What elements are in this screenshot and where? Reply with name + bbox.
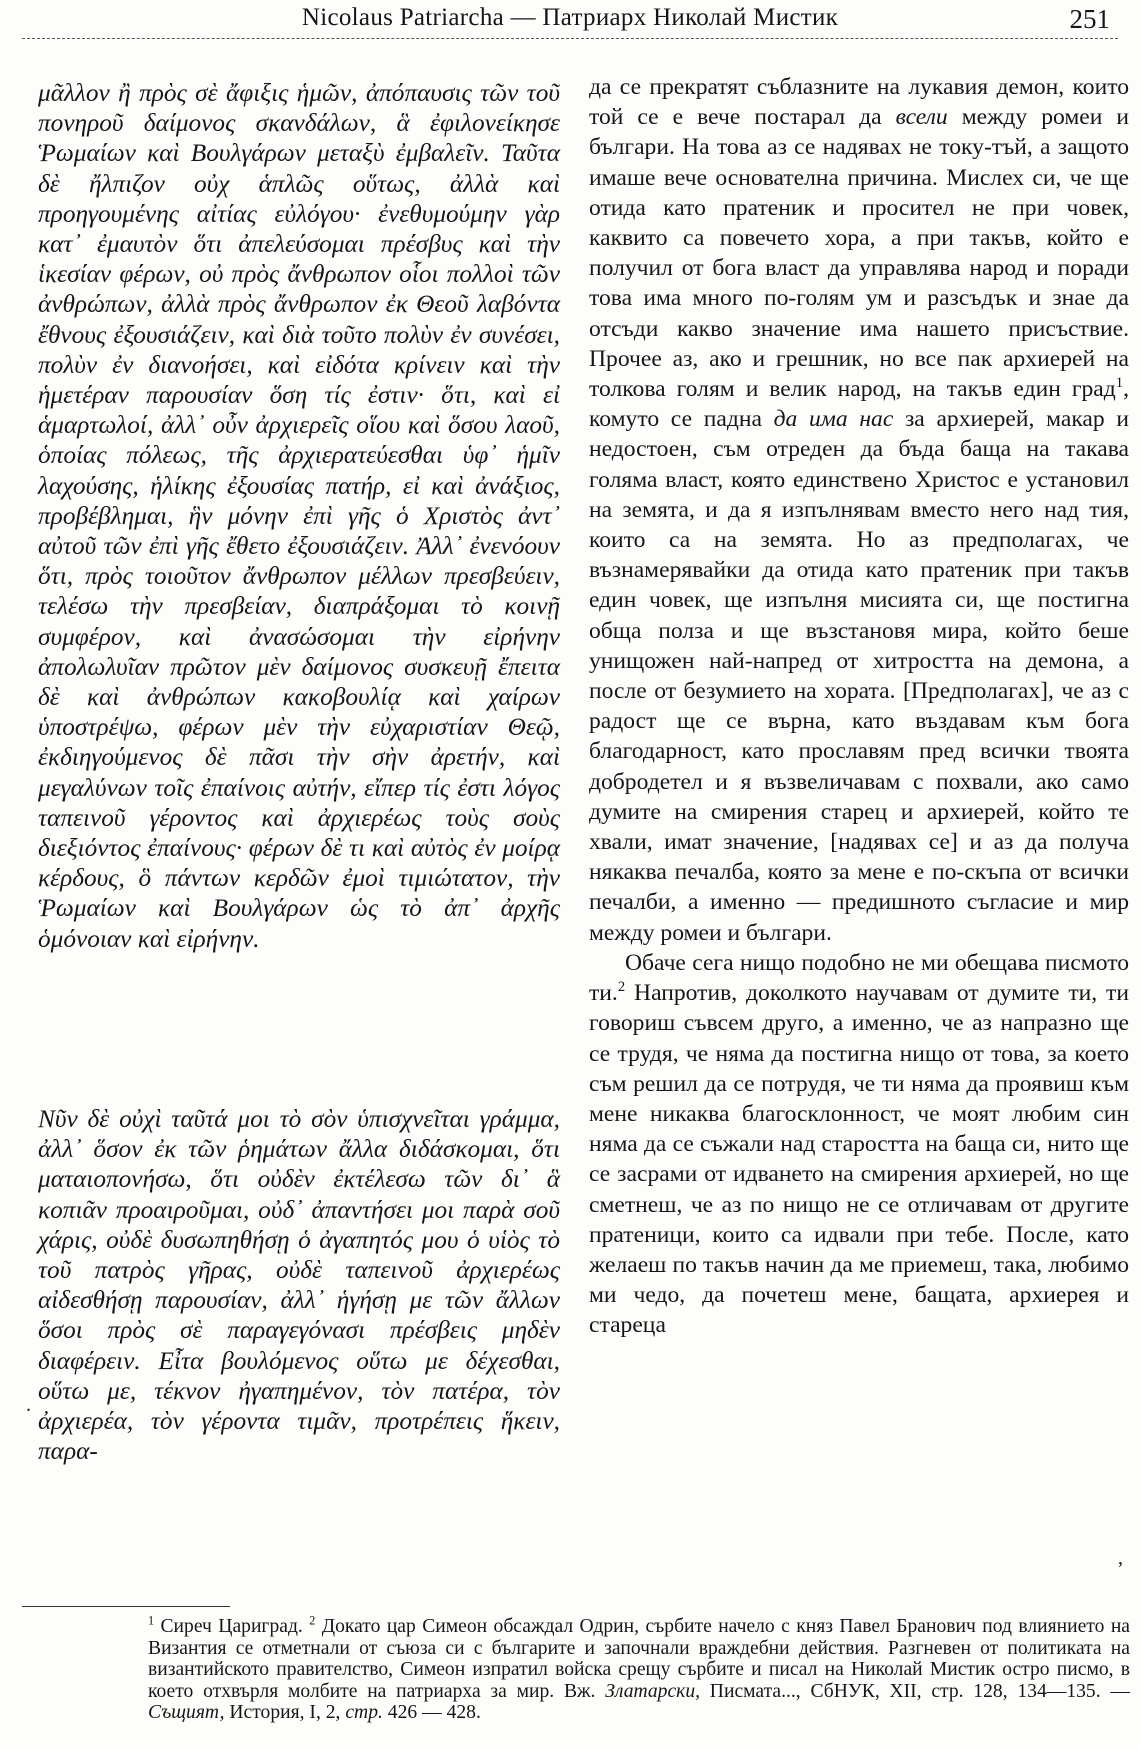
page-header <box>22 4 1118 39</box>
footnote-divider <box>22 1606 230 1607</box>
running-title: Nicolaus Patriarcha — Патриарх Николай Мистик <box>301 4 839 31</box>
footnote-author-same: Същият, <box>148 1702 225 1724</box>
footnotes <box>22 1613 1131 1724</box>
greek-text-column-part2 <box>38 1104 560 1466</box>
footnote-2-text: Докато цар Симеон обсаждал Одрин, сърбите начело с княз Павел Бранович под влиянието на Византия се отметнали от съюза си с българите и започнали враждебни действия. Разгневен от политиката на византийското правителство, Симеон изпратил войска срещу сърбите и писал на Николай Мистик остро писмо, в което отхвърля молбите на патриарха за мир. Вж. <box>148 1616 1131 1702</box>
continuation-comma: , <box>1118 1547 1123 1569</box>
footnote-1-number: 1 <box>148 1613 155 1628</box>
emphasis-word: всели <box>895 104 948 131</box>
bulgarian-paragraph-1: да се прекратят съблазните на лукавия демон, които той се е вече постарал да всели между ромеи и българи. На това аз се надявах не току-тъй, а защото имаше вече основателна причина. Мислех си, че ще отида като пратеник и просител не при човек, каквито са повечето хора, а при такъв, който е получил от бога власт да управлява народ и поради това има много по-голям ум и разсъдък и знае да отсъди какво значение има нашето присъствие. Прочее аз, ако и грешник, но все пак архиерей на толкова голям и велик народ, на такъв един град$^1$, комуто се падна да има нас за архиерей, макар и недостоен, съм отреден да бъда баща на такава голяма власт, която единствено Христос е установил на земята, и да я изпълнявам вместо него над тия, които са на земята. Но аз предполагах, че възнамерявайки да отида като пратеник при такъв един човек, ще изпълня мисията си, ще постигна обща полза и ще възстановя мира, който беше унищожен най-напред от хитростта на демона, а после от безумието на хората. [Предполагах], че аз с радост ще се върна, като въздавам към бога благодарност, като прославям пред всички твоята добродетел и я възвеличавам с похвали, ако само думите на смирения старец и архиерей, който те хвали, имат значение, [надявах се] и аз да получа някаква печалба, която за мене е по-скъпа от всички печалби, а именно — предишното съгласие и мир между ромеи и българи. <box>589 74 1130 946</box>
bulgarian-paragraph-2: Обаче сега нищо подобно не ми обещава писмото ти.$^2$ Напротив, доколкото научавам от думите ти, ти говориш съвсем друго, а именно, че аз напразно ще се трудя, че няма да постигна нищо от това, за което съм решил да се потрудя, че ти няма да проявиш към мене никаква благосклонност, че моят любим син няма да се съжали над старостта на баща си, нито ще се засрами от идването на смирения архиерей, но ще сметнеш, че аз по нищо не се отличавам от другите пратеници, които са идвали при тебе. После, като желаеш по такъв начин да ме приемеш, така, любимо ми чедо, да почетеш мене, бащата, архиерея и стареца <box>589 949 1129 1339</box>
greek-paragraph-2: Νῦν δὲ οὐχὶ ταῦτά μοι τὸ σὸν ὑπισχνεῖται γράμμα, ἀλλ᾽ ὅσον ἐκ τῶν ῥημάτων ἄλλα διδάσκομαι, ὅτι ματαιοπονήσω, ὅτι οὐδὲν ἐκτέλεσω τῶν δι᾽ ἃ κοπιᾶν προαιροῦμαι, οὐδ᾽ ἀπαντήσει μοι παρὰ σοῦ χάρις, οὐδὲ δυσωπηθήσῃ ὁ ἀγαπητός μου ὁ υἱὸς τὸ τοῦ πατρὸς γῆρας, οὐδὲ ταπεινοῦ ἀρχιερέως αἰδεσθήσῃ παρουσίαν, ἀλλ᾽ ἡγήσῃ με τῶν ἄλλων ὅσοι πρὸς σὲ παραγεγόνασι πρέσβεις μηδὲν διαφέρειν. Εἶτα βουλόμενος οὕτω με δέχεσθαι, οὕτω με, τέκνον ἠγαπημένον, τὸν πατέρα, τὸν ἀρχιερέα, τὸν γέροντα τιμᾶν, προτρέπεις ἥκειν, παρα- <box>38 1105 560 1466</box>
greek-text-column-part1 <box>38 78 560 954</box>
footnotes-text: $^1$ Сиреч Цариград. $^2$ Докато цар Симеон обсаждал Одрин, сърбите начело с княз Павел Бранович под влиянието на Византия се отметнали от съюза си с българите и започнали враждебни действия. Разгневен от политиката на византийското правителство, Симеон изпратил войска срещу сърбите и писал на Николай Мистик остро писмо, в което отхвърля молбите на патриарха за мир. Вж. Златарски, Писмата..., СбНУК, XII, стр. 128, 134—135. — Същият, История, I, 2, стр. 426 — 428. <box>148 1613 1131 1724</box>
footnote-2-number: 2 <box>309 1613 316 1628</box>
footnote-1-text: Сиреч Цариград. <box>154 1616 310 1637</box>
footnote-author: Златарски, <box>605 1680 701 1702</box>
page-number: 251 <box>1069 4 1110 34</box>
footnote-ref-1: 1 <box>1115 375 1124 392</box>
footnote-ref-2: 2 <box>617 979 626 996</box>
emphasis-phrase: да има нас <box>773 406 894 433</box>
greek-paragraph-1: μᾶλλον ἢ πρὸς σὲ ἄφιξις ἡμῶν, ἀπόπαυσις τῶν τοῦ πονηροῦ δαίμονος σκανδάλων, ἃ ἐφιλονείκησε Ῥωμαίων καὶ Βουλγάρων μεταξὺ ἐμβαλεῖν. Ταῦτα δὲ ἤλπιζον οὐχ ἁπλῶς οὕτως, ἀλλὰ καὶ προηγουμένης αἰτίας εὐλόγου· ἐνεθυμούμην γὰρ κατ᾽ ἐμαυτὸν ὅτι ἀπελεύσομαι πρέσβυς καὶ τὴν ἱκεσίαν φέρων, οὐ πρὸς ἄνθρωπον οἷοι πολλοὶ τῶν ἀνθρώπων, ἀλλὰ πρὸς ἄνθρωπον ἐκ Θεοῦ λαβόντα ἔθνους ἐξουσιάζειν, καὶ διὰ τοῦτο πολὺν ἐν συνέσει, πολὺν ἐν διανοήσει, καὶ εἰδότα κρίνειν καὶ τὴν ἡμετέραν παρουσίαν ὅση τίς ἐστιν· ὅτι, καὶ εἰ ἁμαρτωλοί, ἀλλ᾽ οὖν ἀρχιερεῖς οἵου καὶ ὅσου λαοῦ, ὁποίας πόλεως, τῆς ἀρχιερατεύεσθαι ὑφ᾽ ἡμῖν λαχούσης, ἡλίκης ἐξουσίας πατήρ, εἰ καὶ ἀνάξιος, προβέβλημαι, ἣν μόνην ἐπὶ γῆς ὁ Χριστὸς ἀντ᾽ αὐτοῦ τῶν ἐπὶ γῆς ἔθετο ἐξουσιάζειν. Ἀλλ᾽ ἐνενόουν ὅτι, πρὸς τοιοῦτον ἄνθρωπον μέλλων πρεσβεύειν, τελέσω τὴν πρεσβείαν, διαπράξομαι τὸ κοινῇ συμφέρον, καὶ ἀνασώσομαι τὴν εἰρήνην ἀπολωλυῖαν πρῶτον μὲν δαίμονος συσκευῇ ἔπειτα δὲ καὶ ἀνθρώπων κακοβουλίᾳ καὶ χαίρων ὑποστρέψω, φέρων μὲν τὴν εὐχαριστίαν Θεῷ, ἐκδιηγούμενος δὲ πᾶσι τὴν σὴν ἀρετήν, καὶ μεγαλύνων τοῖς ἐπαίνοις αὐτήν, εἴπερ τίς ἐστι λόγος ταπεινοῦ γέροντος καὶ ἀρχιερέως τοὺς σοὺς διεξιόντος ἐπαίνους· φέρων δὲ τι καὶ αὐτὸς ἐν μοίρᾳ κέρδους, ὃ πάντων κερδῶν ἐμοὶ τιμιώτατον, τὴν Ῥωμαίων καὶ Βουλγάρων ὡς τὸ ἀπ᾽ ἀρχῆς ὁμόνοιαν καὶ εἰρήνην. <box>38 79 560 953</box>
bulgarian-translation-column <box>589 72 1129 1341</box>
margin-mark: . <box>26 1394 31 1416</box>
